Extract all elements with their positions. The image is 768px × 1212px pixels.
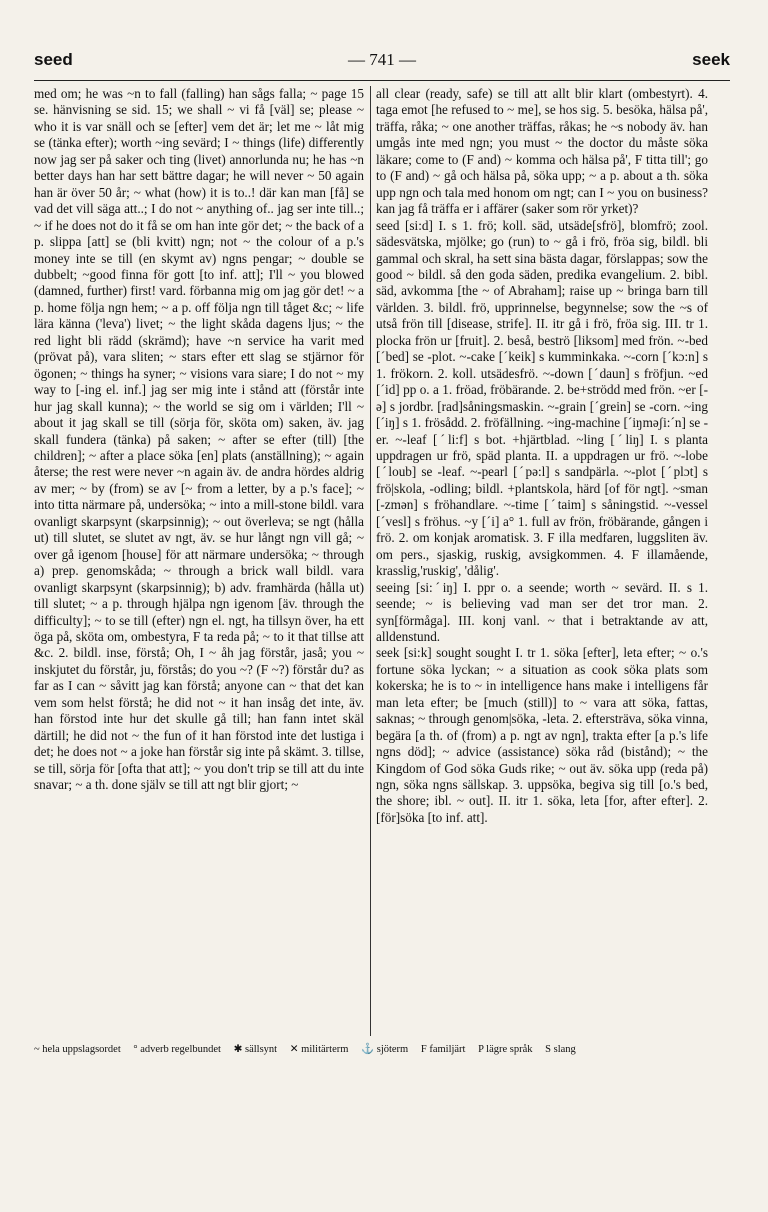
header-rule <box>34 80 730 81</box>
header-right-guide-word: seek <box>692 50 730 69</box>
legend-item: ~ hela uppslagsordet <box>34 1044 121 1055</box>
left-column-text: med om; he was ~n to fall (falling) han sågs falla; ~ page 15 se. hänvisning se sid. 15; we shall ~ vi få [väl] se; please ~ who it is var snäll och se [efter] vem det är; let me ~ låt mig se (tänka efter); worth ~ing sevärd; I ~ things (life) differently now jag ser på saker och ting (livet) annorlunda nu; he has ~n better days han har sett bättre dagar; he will never ~ 50 again han är över 50 år; ~ what (how) it is to..! där kan man [få] se vad det vill säga att..; I do not ~ anything of.. jag ser inte till..; ~ if he does not do it få se om han inte gör det; ~ the back of a p. slippa [att] se (bli kvitt) ngn; not ~ the colour of a p.'s money inte se till (en skymt av) ngns pengar; ~ double se dubbelt; ~good finna för gott [to inf. att]; I'll ~ you blowed (damned, further) first! vard. förbanna mig om jag gör det! ~ a p. home följa ngn hem; ~ a p. off följa ngn till tåget &c; ~ life lära känna ('leva') livet; ~ the light skåda dagens ljus; ~ the red light bli rädd (skrämd); have ~n service ha varit med (prövat på), vara sliten; ~ stars efter ett slag se stjärnor för ögonen; ~ things ha syner; ~ visions vara siare; I do not ~ my way to [-ing el. inf.] jag ser mig inte i stånd att (förstår inte hur jag skall kunna); ~ the world se sig om i världen; I'll ~ about it jag skall se till (sörja för, sköta om) saken, äv. jag skall fundera (tänka) på saken; ~ after se efter (till) [the children]; ~ after a place söka [en] plats (anställning); ~ again återse; the rest were never ~n again äv. de andra hördes aldrig av mer; ~ by (from) se av [~ from a letter, by a p.'s face]; ~ into titta närmare på, undersöka; ~ into a mill-stone bildl. vara ovanligt skarpsynt (skarpsinnig); ~ out överleva; se ngt (hålla ut) till slutet, se slutet av ngt, äv. se hur långt ngn vill gå; ~ over gå igenom [house] för att närmare undersöka; ~ through a) prep. genomskåda; ~ through a brick wall bildl. vara ovanligt skarpsynt (skarpsinnig); b) adv. framhärda (hålla ut) till slutet; ~ a p. through hjälpa ngn igenom [äv. through the difficulty]; ~ to se till (efter) ngn el. ngt, ha tillsyn över, ha ett öga på, sköta om, ombestyra, F ta reda på; ~ to it that tillse att &c. 2. bildl. inse, förstå; Oh, I ~ åh jag förstår, jaså; you ~ inskjutet du förstår, ju, förstås; do you ~? (F ~?) förstår du? as far as I can ~ såvitt jag kan förstå; anyone can ~ that det kan vem som helst förstå; he did not ~ it han insåg det inte, äv. han förstod inte hur det skulle gå till; han fann intet skäl därtill; he did not ~ the fun of it han förstod inte det lustiga i det; he does not ~ a joke han förstår sig inte på skämt. 3. tillse, se till, sörja för [ofta that att]; ~ you don't trip se till att du inte snavar; ~ a th. done själv se till att ngt blir gjort; ~ <box>34 86 368 793</box>
header-left-guide-word: seed <box>34 50 73 69</box>
legend-item: F familjärt <box>420 1044 466 1055</box>
legend-item: ✕ militärterm <box>289 1044 349 1055</box>
legend-item: ⚓ sjöterm <box>361 1044 409 1055</box>
legend-item: S slang <box>545 1044 576 1055</box>
column-divider <box>370 86 371 1036</box>
abbreviation-legend <box>34 1043 730 1056</box>
page-number: — 741 — <box>348 50 416 69</box>
legend-item: ✱ sällsynt <box>233 1044 278 1055</box>
page-header <box>34 50 730 76</box>
right-column-text: all clear (ready, safe) se till att allt blir klart (ombestyrt). 4. taga emot [he refused to ~ me], se hos sig. 5. besöka, hälsa på', träffa, råka; ~ one another träffas, råkas; he ~s nobody äv. han umgås inte med ngn; you must ~ the doctor du måste söka läkare; come to (F and) ~ komma och hälsa på', F titta till'; go to (F and) ~ gå och hälsa på, söka upp; ~ a p. about a th. söka upp ngn och tala med honom om ngt; can I ~ you on business? kan jag få träffa er i affärer (saker som rör yrket)? seed [si:d] I. s 1. frö; koll. säd, utsäde[sfrö], blomfrö; zool. sädesvätska, mjölke; go (run) to ~ gå i frö, fröa sig, bildl. bli gammal och skral, ha sett sina bästa dagar, förslappas; sow the good ~ bildl. så den goda säden, predika evangelium. 2. bibl. säd, avkomma [the ~ of Abraham]; raise up ~ bringa barn till världen. 3. bildl. frö, upprinnelse, begynnelse; sow the ~s of utså frön till [disease, strife]. II. itr gå i frö, fröa sig. III. tr 1. plocka frön ur [fruit]. 2. beså, beströ [liksom] med frön. ~-bed [ˊbed] se -plot. ~-cake [ˊkeik] s kumminkaka. ~-corn [ˊkɔ:n] s 1. frökorn. 2. koll. utsädesfrö. ~-down [ˊdaun] s fröfjun. ~ed [ˊid] pp o. a 1. fröad, fröbärande. 2. be+strödd med frön. ~er [-ə] s jordbr. [rad]såningsmaskin. ~-grain [ˊgrein] se -corn. ~ing [ˊiŋ] s 1. frösådd. 2. fröfällning. ~ing-machine [ˊiŋməʃi:ˊn] se -er. ~-leaf [ˊli:f] s bot. +hjärtblad. ~ling [ˊliŋ] I. s planta uppdragen ur frö, späd planta. II. a uppdragen ur frö. ~-lobe [ˊloub] se -leaf. ~-pearl [ˊpə:l] s sandpärla. ~-plot [ˊplɔt] s frö|skola, -odling; bildl. +plantskola, härd [of för ngt]. ~sman [-zmən] s fröhandlare. ~-time [ˊtaim] s såningstid. ~-vessel [ˊvesl] s fröhus. ~y [ˊi] a° 1. full av frön, fröbärande, gången i frö. 2. om konjak aromatisk. 3. F illa medfaren, luggsliten äv. om pers., sjaskig, ruskig, avsigkommen. 4. F illamående, krasslig,'ruskig', 'dålig'. seeing [si:ˊiŋ] I. ppr o. a seende; worth ~ sevärd. II. s 1. seende; ~ is believing vad man ser det tror man. 2. syn[förmåga]. III. konj vanl. ~ that i betraktande av att, alldenstund. seek [si:k] sought sought I. tr 1. söka [efter], leta efter; ~ o.'s fortune söka lyckan; ~ a situation as cook söka plats som kokerska; he is to ~ in intelligence hans make i intelligens får man leta efter; be [much (still)] to ~ vara att söka, fattas, saknas; ~ through genom|söka, -leta. 2. eftersträva, söka vinna, begära [a th. of (from) a p. ngt av ngn], trakta efter [a p.'s life ngns död]; ~ advice (assistance) söka råd (bistånd); ~ the Kingdom of God söka Guds rike; ~ out äv. söka upp (reda på) ngn, söka ngns sällskap. 3. uppsöka, begiva sig till [o.'s bed, the shore; ibl. ~ out]. II. itr 1. söka, leta [for, after efter]. 2. [för]söka [to inf. att]. <box>376 86 708 825</box>
legend-item: ° adverb regelbundet <box>133 1044 221 1055</box>
legend-item: P lägre språk <box>478 1044 533 1055</box>
